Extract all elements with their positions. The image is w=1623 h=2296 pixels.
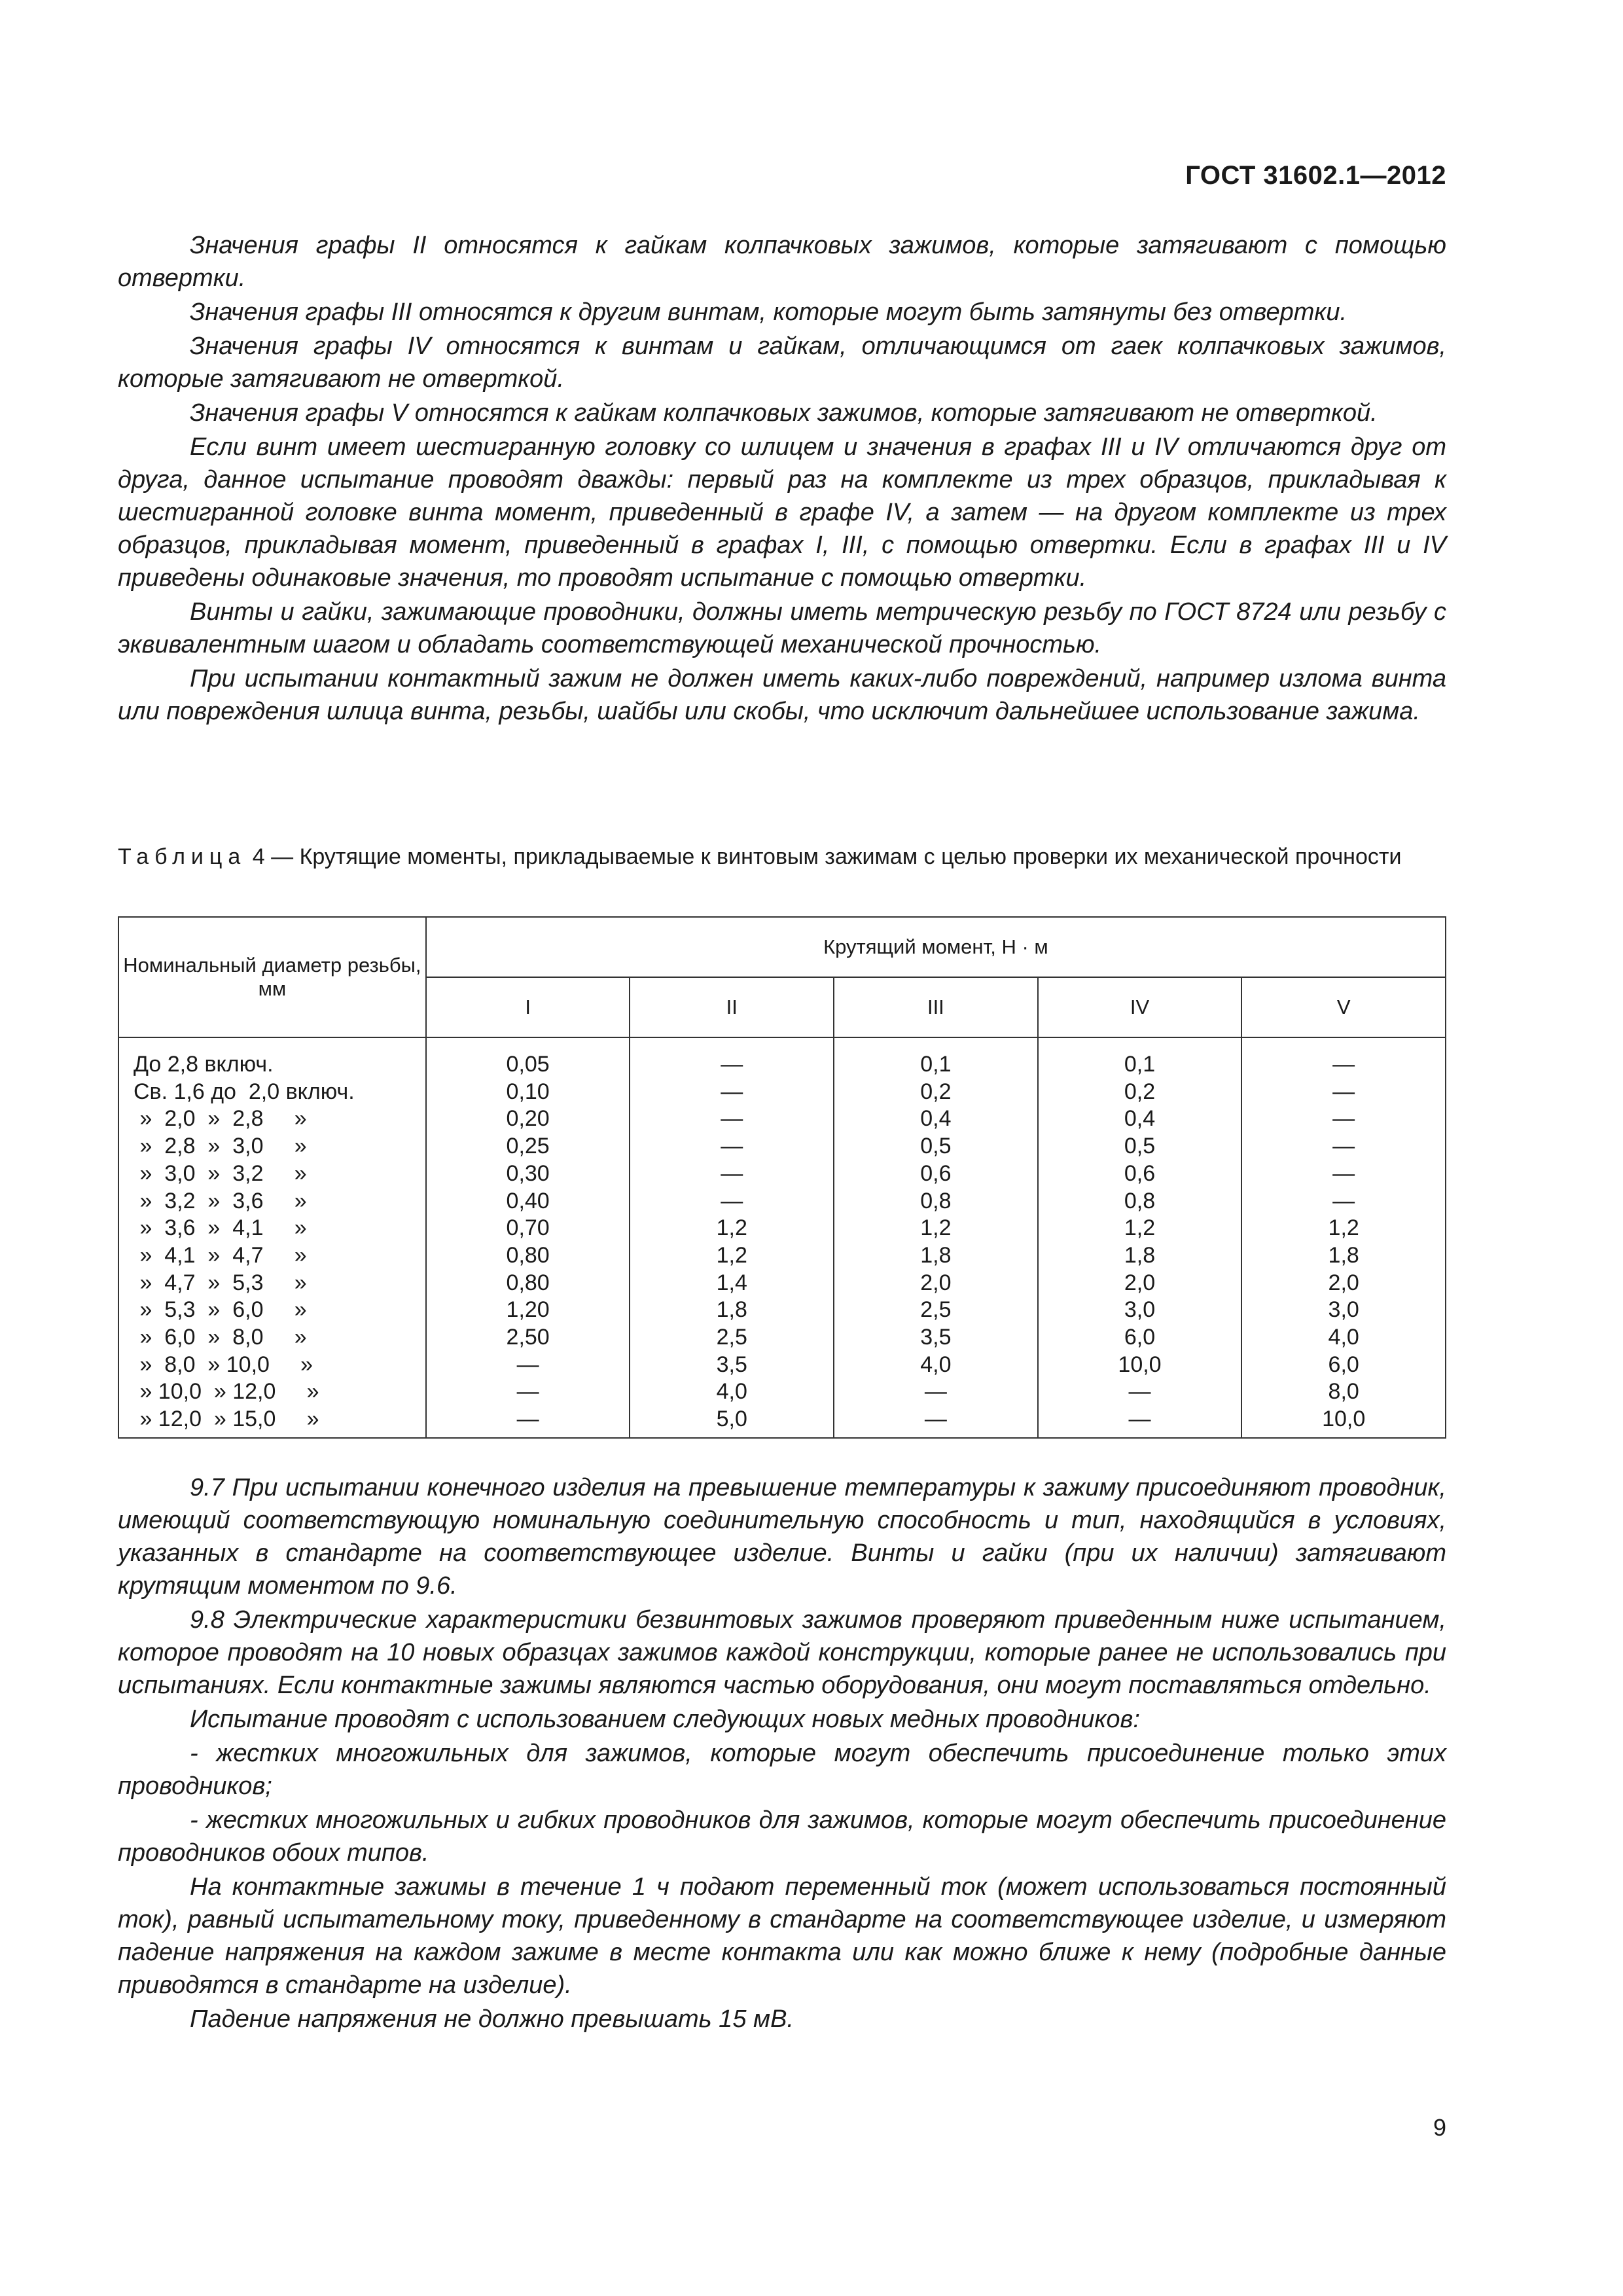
table-body-row [118,1037,1446,1438]
header-diameter: Номинальный диаметр резьбы, мм [118,917,426,1037]
page-number: 9 [1433,2114,1446,2141]
table-caption [118,843,1446,870]
column-header-v: V [1241,977,1446,1037]
column-header-iii: III [834,977,1038,1037]
column-ii-values: — — — — — — 1,2 1,2 1,4 1,8 2,5 3,5 4,0 5,0 [630,1037,834,1438]
header-torque: Крутящий момент, Н · м [426,917,1446,977]
paragraph: - жестких многожильных и гибких проводников для зажимов, которые могут обеспечить присоединение проводников обоих типов. [118,1806,1446,1867]
paragraph: 9.8 Электрические характеристики безвинтовых зажимов проверяют приведенным ниже испытанием, которое проводят на 10 новых образцах зажимов каждой конструкции, которые ранее не использовались при испытаниях. Если контактные зажимы являются частью оборудования, они могут поставляться отдельно. [118,1606,1446,1699]
paragraph: Значения графы V относятся к гайкам колпачковых зажимов, которые затягивают не отверткой. [190,399,1378,427]
paragraph: 9.7 При испытании конечного изделия на превышение температуры к зажиму присоединяют проводник, имеющий соответствующую номинальную соединительную способность и тип, находящийся в условиях, указанных в стандарте на соответствующее изделие. Винты и гайки (при их наличии) затягивают крутящим моментом по 9.6. [118,1474,1446,1600]
paragraph: Значения графы IV относятся к винтам и гайкам, отличающимся от гаек колпачковых зажимов, которые затягивают не отверткой. [118,332,1446,393]
table-caption-label: Таблица [118,844,247,869]
column-header-i: I [426,977,630,1037]
paragraph: - жестких многожильных для зажимов, которые могут обеспечить присоединение только этих проводников; [118,1740,1446,1800]
torque-table [118,916,1446,1439]
intro-text [118,229,1446,729]
paragraph: Падение напряжения не должно превышать 15 мВ. [190,2005,794,2033]
table-caption-text: 4 — Крутящие моменты, прикладываемые к винтовым зажимам с целью проверки их механической прочности [252,844,1402,869]
diameter-column: До 2,8 включ. Св. 1,6 до 2,0 включ. » 2,0 » 2,8 » » 2,8 » 3,0 » » 3,0 » 3,2 » » 3,2 » 3,6 » » 3,6 » 4,1 » » 4,1 » 4,7 » » 4,7 » 5,3 » » 5,3 » 6,0 » » 6,0 » 8,0 » » 8,0 » 10,0 » » 10,0 » 12,0 » » 12,0 » 15,0 » [118,1037,426,1438]
document-header: ГОСТ 31602.1—2012 [1185,161,1446,190]
paragraph: На контактные зажимы в течение 1 ч подают переменный ток (может использоваться постоянный ток), равный испытательному току, приведенному в стандарте на соответствующее изделие, и измеряют падение напряжения на каждом зажиме в месте контакта или как можно ближе к нему (подробные данные приводятся в стандарте на изделие). [118,1873,1446,1999]
column-iii-values: 0,1 0,2 0,4 0,5 0,6 0,8 1,2 1,8 2,0 2,5 3,5 4,0 — — [834,1037,1038,1438]
paragraph: Испытание проводят с использованием следующих новых медных проводников: [190,1706,1140,1733]
column-i-values: 0,05 0,10 0,20 0,25 0,30 0,40 0,70 0,80 0,80 1,20 2,50 — — — [426,1037,630,1438]
column-header-ii: II [630,977,834,1037]
paragraph: При испытании контактный зажим не должен иметь каких-либо повреждений, например излома винта или повреждения шлица винта, резьбы, шайбы или скобы, что исключит дальнейшее использование зажима. [118,665,1446,725]
column-iv-values: 0,1 0,2 0,4 0,5 0,6 0,8 1,2 1,8 2,0 3,0 6,0 10,0 — — [1038,1037,1242,1438]
paragraph: Если винт имеет шестигранную головку со шлицем и значения в графах III и IV отличаются друг от друга, данное испытание проводят дважды: первый раз на комплекте из трех образцов, прикладывая к шестигранной головке винта момент, приведенный в графе IV, а затем — на другом комплекте из трех образцов, прикладывая момент, приведенный в графах I, III, с помощью отвертки. Если в графах III и IV приведены одинаковые значения, то проводят испытание с помощью отвертки. [118,433,1446,592]
paragraph: Винты и гайки, зажимающие проводники, должны иметь метрическую резьбу по ГОСТ 8724 или резьбу с эквивалентным шагом и обладать соответствующей механической прочностью. [118,598,1446,658]
column-v-values: — — — — — — 1,2 1,8 2,0 3,0 4,0 6,0 8,0 10,0 [1241,1037,1446,1438]
body-text [118,1471,1446,2037]
paragraph: Значения графы II относятся к гайкам колпачковых зажимов, которые затягивают с помощью отвертки. [118,232,1446,292]
column-header-iv: IV [1038,977,1242,1037]
paragraph: Значения графы III относятся к другим винтам, которые могут быть затянуты без отвертки. [190,298,1347,326]
